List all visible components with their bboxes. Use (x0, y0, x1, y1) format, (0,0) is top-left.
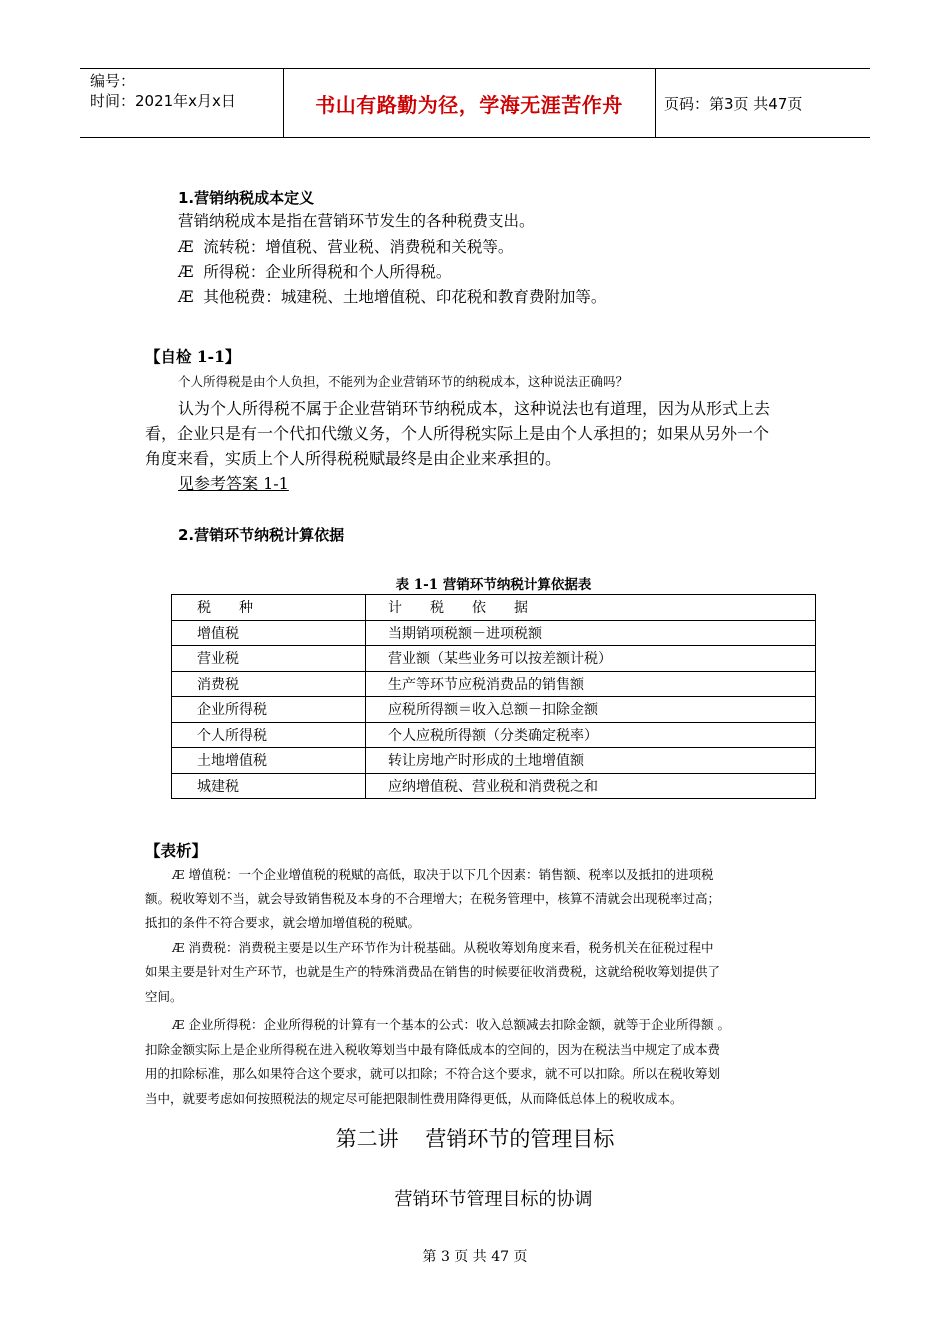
table-cell-tax-type: 营业税 (172, 646, 366, 672)
table-cell-basis: 营业额（某些业务可以按差额计税） (366, 646, 816, 672)
header-right-cell (656, 69, 870, 137)
section1-title: 1.营销纳税成本定义 (178, 189, 315, 207)
bullet-symbol-icon: Æ (178, 238, 194, 256)
page-footer: 第 3 页 共 47 页 (422, 1249, 528, 1265)
table-header-tax-type: 税 种 (172, 595, 366, 621)
section2-title: 2.营销环节纳税计算依据 (178, 526, 345, 544)
bullet-text: 流转税：增值税、营业税、消费税和关税等。 (203, 238, 514, 256)
section1-bullet-2 (178, 260, 451, 284)
table-row (172, 722, 816, 748)
table-cell-basis: 应税所得额＝收入总额－扣除金额 (366, 697, 816, 723)
lecture-title: 第二讲 营销环节的管理目标 (335, 1127, 615, 1151)
table-cell-tax-type: 土地增值税 (172, 748, 366, 774)
document-time-label: 时间：2021年x月x日 (90, 92, 236, 110)
analysis-line: 当中，就要考虑如何按照税法的规定尽可能把限制性费用降得更低，从而降低总体上的税收成本。 (145, 1091, 683, 1106)
table-cell-tax-type: 增值税 (172, 620, 366, 646)
analysis-line: Æ 消费税：消费税主要是以生产环节作为计税基础。从税收筹划角度来看，税务机关在征税过程中 (172, 940, 714, 955)
table-cell-tax-type: 消费税 (172, 671, 366, 697)
table-row (172, 773, 816, 799)
analysis-line: 扣除金额实际上是企业所得税在进入税收筹划当中最有降低成本的空间的，因为在税法当中规定了成本费 (145, 1042, 721, 1057)
header-left-cell (80, 69, 284, 137)
bullet-text: 所得税：企业所得税和个人所得税。 (203, 263, 452, 281)
table-cell-basis: 应纳增值税、营业税和消费税之和 (366, 773, 816, 799)
tax-basis-table (171, 594, 816, 799)
bullet-text: 其他税费：城建税、土地增值税、印花税和教育费附加等。 (203, 288, 607, 306)
selfcheck-question: 个人所得税是由个人负担，不能列为企业营销环节的纳税成本，这种说法正确吗？ (178, 374, 629, 389)
selfcheck-answer-line-1: 认为个人所得税不属于企业营销环节纳税成本，这种说法也有道理，因为从形式上去 (178, 399, 771, 418)
header-motto: 书山有路勤为径，学海无涯苦作舟 (315, 92, 623, 117)
analysis-line: 如果主要是针对生产环节，也就是生产的特殊消费品在销售的时候要征收消费税，这就给税收筹划提供了 (145, 964, 721, 979)
table-cell-tax-type: 城建税 (172, 773, 366, 799)
analysis-line: Æ 增值税：一个企业增值税的税赋的高低，取决于以下几个因素：销售额、税率以及抵扣的进项税 (172, 867, 714, 882)
table-header-basis: 计 税 依 据 (366, 595, 816, 621)
table-row (172, 748, 816, 774)
table-row (172, 671, 816, 697)
bullet-symbol-icon: Æ (178, 263, 194, 281)
table-row (172, 620, 816, 646)
table-cell-basis: 转让房地产时形成的土地增值额 (366, 748, 816, 774)
selfcheck-reference-link[interactable]: 见参考答案 1-1 (178, 474, 289, 493)
selfcheck-answer-line-3: 角度来看，实质上个人所得税税赋最终是由企业来承担的。 (145, 449, 562, 468)
analysis-title: 【表析】 (145, 841, 208, 860)
table-row (172, 646, 816, 672)
table-header-row (172, 595, 816, 621)
table-cell-basis: 个人应税所得额（分类确定税率） (366, 722, 816, 748)
page-header (80, 68, 870, 138)
document-number-label: 编号： (90, 72, 136, 90)
table-cell-tax-type: 企业所得税 (172, 697, 366, 723)
section1-bullet-1 (178, 235, 513, 259)
table-row (172, 697, 816, 723)
analysis-line: 用的扣除标准，那么如果符合这个要求，就可以扣除；不符合这个要求，就不可以扣除。所以在税收筹划 (145, 1066, 721, 1081)
header-middle-cell (283, 69, 656, 137)
table-caption: 表 1-1 营销环节纳税计算依据表 (395, 577, 592, 593)
header-page-code: 页码：第3页 共47页 (664, 94, 803, 113)
table-cell-tax-type: 个人所得税 (172, 722, 366, 748)
analysis-line: 抵扣的条件不符合要求，就会增加增值税的税赋。 (145, 915, 421, 930)
lecture-subtitle: 营销环节管理目标的协调 (394, 1189, 593, 1210)
bullet-symbol-icon: Æ (178, 288, 194, 306)
table-cell-basis: 当期销项税额－进项税额 (366, 620, 816, 646)
analysis-line: 额。税收筹划不当，就会导致销售税及本身的不合理增大；在税务管理中，核算不清就会出现税率过高； (145, 891, 721, 906)
selfcheck-answer-line-2: 看，企业只是有一个代扣代缴义务，个人所得税实际上是由个人承担的；如果从另外一个 (145, 424, 770, 443)
analysis-line: Æ 企业所得税：企业所得税的计算有一个基本的公式：收入总额减去扣除金额，就等于企业所得额 。 (172, 1017, 730, 1032)
section1-bullet-3 (178, 285, 606, 309)
section1-intro: 营销纳税成本是指在营销环节发生的各种税费支出。 (178, 212, 535, 230)
selfcheck-title: 【自检 1-1】 (145, 347, 241, 366)
analysis-line: 空间。 (145, 989, 183, 1004)
table-cell-basis: 生产等环节应税消费品的销售额 (366, 671, 816, 697)
